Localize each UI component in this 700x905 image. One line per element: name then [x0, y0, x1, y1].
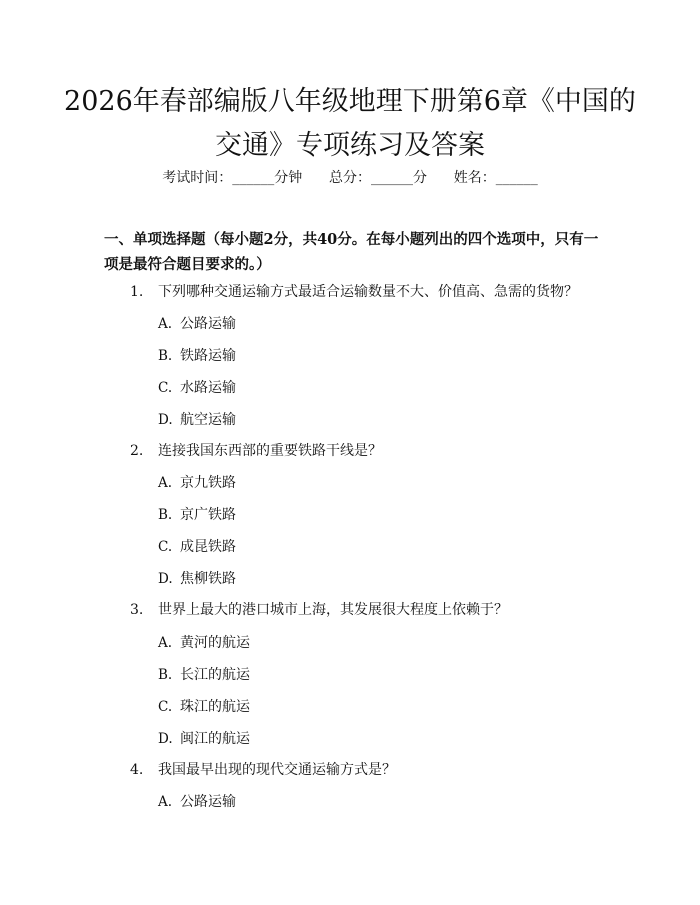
- option-letter: C.: [158, 699, 173, 715]
- option-letter: C.: [158, 380, 173, 396]
- option-letter: A.: [158, 316, 173, 332]
- option-letter: D.: [158, 412, 173, 428]
- option-letter: B.: [158, 507, 173, 523]
- option-text: 京广铁路: [180, 507, 236, 523]
- option-text: 京九铁路: [180, 475, 236, 491]
- option-letter: A.: [158, 635, 173, 651]
- option-text: 黄河的航运: [180, 635, 250, 651]
- option-letter: B.: [158, 667, 173, 683]
- exam-info-line: 考试时间：______分钟 总分：______分 姓名：______: [162, 170, 538, 186]
- option-text: 铁路运输: [180, 348, 236, 364]
- section-heading: 一、单项选择题（每小题2分，共40分。在每小题列出的四个选项中，只有一项是最符合题目要求的。）: [104, 231, 599, 273]
- question-text: 世界上最大的港口城市上海，其发展很大程度上依赖于？: [158, 602, 508, 618]
- option-text: 公路运输: [180, 316, 236, 332]
- option-letter: D.: [158, 571, 173, 587]
- option-text: 成昆铁路: [180, 539, 236, 555]
- option-letter: A.: [158, 794, 173, 810]
- question-text: 下列哪种交通运输方式最适合运输数量不大、价值高、急需的货物？: [158, 284, 578, 300]
- option-text: 珠江的航运: [180, 699, 250, 715]
- document-title: 2026年春部编版八年级地理下册第6章《中国的交通》专项练习及答案: [64, 86, 636, 161]
- option-letter: C.: [158, 539, 173, 555]
- option-letter: A.: [158, 475, 173, 491]
- question-text: 连接我国东西部的重要铁路干线是？: [158, 443, 382, 459]
- option-text: 焦柳铁路: [180, 571, 236, 587]
- option-letter: D.: [158, 731, 173, 747]
- question-number: 3.: [130, 602, 144, 618]
- question-text: 我国最早出现的现代交通运输方式是？: [158, 762, 396, 778]
- option-text: 水路运输: [180, 380, 236, 396]
- option-text: 公路运输: [180, 794, 236, 810]
- option-text: 长江的航运: [180, 667, 250, 683]
- question-number: 1.: [130, 284, 144, 300]
- option-text: 闽江的航运: [180, 731, 250, 747]
- question-number: 4.: [130, 762, 144, 778]
- option-letter: B.: [158, 348, 173, 364]
- option-text: 航空运输: [180, 412, 236, 428]
- question-number: 2.: [130, 443, 144, 459]
